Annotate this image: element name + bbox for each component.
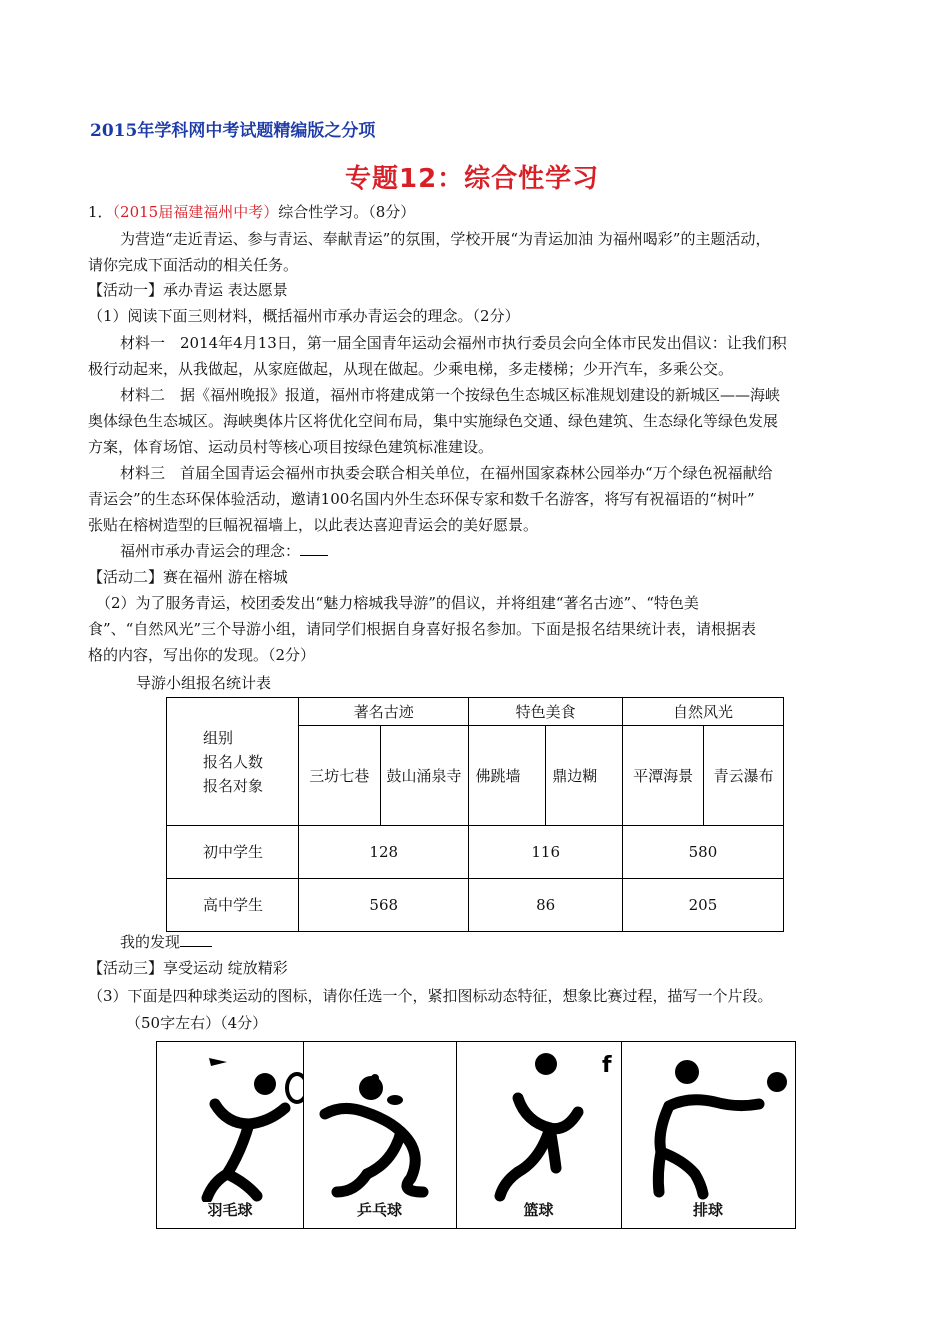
place-cell: 鼓山涌泉寺 [380,726,469,826]
activity2-title: 【活动二】赛在福州 游在榕城 [88,568,288,586]
group-header-sites: 著名古迹 [299,698,469,726]
sport-volleyball [621,1042,795,1228]
sport-label: 乒乓球 [356,1201,402,1219]
sport-table-tennis [303,1042,457,1228]
ball-glyph: f [602,1053,612,1078]
finding-label: 我的发现 [120,933,181,951]
volleyball-icon [621,1042,795,1202]
finding-prompt [120,931,900,953]
junior-sites-count: 128 [299,826,469,879]
group-header-scenery: 自然风光 [622,698,783,726]
sport-label: 篮球 [523,1201,554,1219]
question-heading [88,201,868,223]
corner-target: 报名对象 [203,776,264,795]
basketball-icon [456,1042,621,1202]
answer-label: 福州市承办青运会的理念： [120,542,301,560]
table-corner-cell [167,698,299,826]
row-label-junior: 初中学生 [167,826,299,879]
intro-line-2: 请你完成下面活动的相关任务。 [88,256,299,274]
table-tennis-icon [303,1042,456,1202]
answer-blank[interactable] [300,541,328,556]
sport-label: 排球 [692,1201,723,1219]
activity1-title: 【活动一】承办青运 表达愿景 [88,281,288,299]
answer-prompt [120,540,900,562]
material1-line1: 材料一 2014年4月13日，第一届全国青年运动会福州市执行委员会向全体市民发出倡议：让我们积 [120,334,787,352]
row-label-senior: 高中学生 [167,879,299,932]
sport-icons-panel [156,1041,796,1229]
question-source: （2015届福建福州中考） [112,203,279,221]
question-number: 1． [88,203,113,221]
place-cell: 鼎边糊 [546,726,623,826]
place-cell: 平潭海景 [622,726,703,826]
sport-badminton [157,1042,304,1228]
material3-line1: 材料三 首届全国青运会福州市执委会联合相关单位，在福州国家森林公园举办“万个绿色祝福献给 [120,464,773,482]
material3-line2: 青运会”的生态环保体验活动，邀请100名国内外生态环保专家和数千名游客，将写有祝福语的“树叶” [88,490,755,508]
activity2-q2-line3: 格的内容，写出你的发现。（2分） [88,646,316,664]
topic-title: 专题12：综合性学习 [345,164,600,194]
signup-stats-table [166,697,784,932]
material2-line1: 材料二 据《福州晚报》报道，福州市将建成第一个按绿色生态城区标准规划建设的新城区——海峡 [120,386,781,404]
activity2-q2-line2: 食”、“自然风光”三个导游小组，请同学们根据自身喜好报名参加。下面是报名结果统计表，请根据表 [88,620,757,638]
sport-label: 羽毛球 [207,1201,253,1219]
material2-line3: 方案，体育场馆、运动员村等核心项目按绿色建筑标准建设。 [88,438,494,456]
junior-scenery-count: 580 [622,826,783,879]
senior-scenery-count: 205 [622,879,783,932]
senior-food-count: 86 [469,879,623,932]
sport-basketball [456,1042,622,1228]
question-stem: 综合性学习。（8分） [278,203,416,221]
corner-group: 组别 [203,728,234,747]
place-cell: 三坊七巷 [299,726,380,826]
document-header: 2015年学科网中考试题精编版之分项 [90,121,376,141]
place-cell: 青云瀑布 [704,726,784,826]
material1-line2: 极行动起来，从我做起，从家庭做起，从现在做起。少乘电梯，多走楼梯；少开汽车，多乘公交。 [88,360,734,378]
activity2-q2-line1: （2）为了服务青运，校团委发出“魅力榕城我导游”的倡议，并将组建“著名古迹”、“特色美 [96,594,699,612]
table-caption: 导游小组报名统计表 [136,674,272,692]
activity3-title: 【活动三】享受运动 绽放精彩 [88,959,288,977]
finding-blank[interactable] [180,932,212,947]
corner-count: 报名人数 [203,752,264,771]
material3-line3: 张贴在榕树造型的巨幅祝福墙上，以此表达喜迎青运会的美好愿景。 [88,516,539,534]
activity1-q1: （1）阅读下面三则材料，概括福州市承办青运会的理念。（2分） [88,307,520,325]
activity3-q3-line2: （50字左右）（4分） [126,1014,268,1032]
senior-sites-count: 568 [299,879,469,932]
badminton-icon [157,1042,303,1202]
junior-food-count: 116 [469,826,623,879]
material2-line2: 奥体绿色生态城区。海峡奥体片区将优化空间布局，集中实施绿色交通、绿色建筑、生态绿化等绿色发展 [88,412,779,430]
place-cell: 佛跳墙 [469,726,546,826]
intro-line-1: 为营造“走近青运、参与青运、奉献青运”的氛围，学校开展“为青运加油 为福州喝彩”的主题活动， [120,230,771,248]
group-header-food: 特色美食 [469,698,623,726]
activity3-q3-line1: （3）下面是四种球类运动的图标，请你任选一个，紧扣图标动态特征，想象比赛过程，描写一个片段。 [88,987,773,1005]
